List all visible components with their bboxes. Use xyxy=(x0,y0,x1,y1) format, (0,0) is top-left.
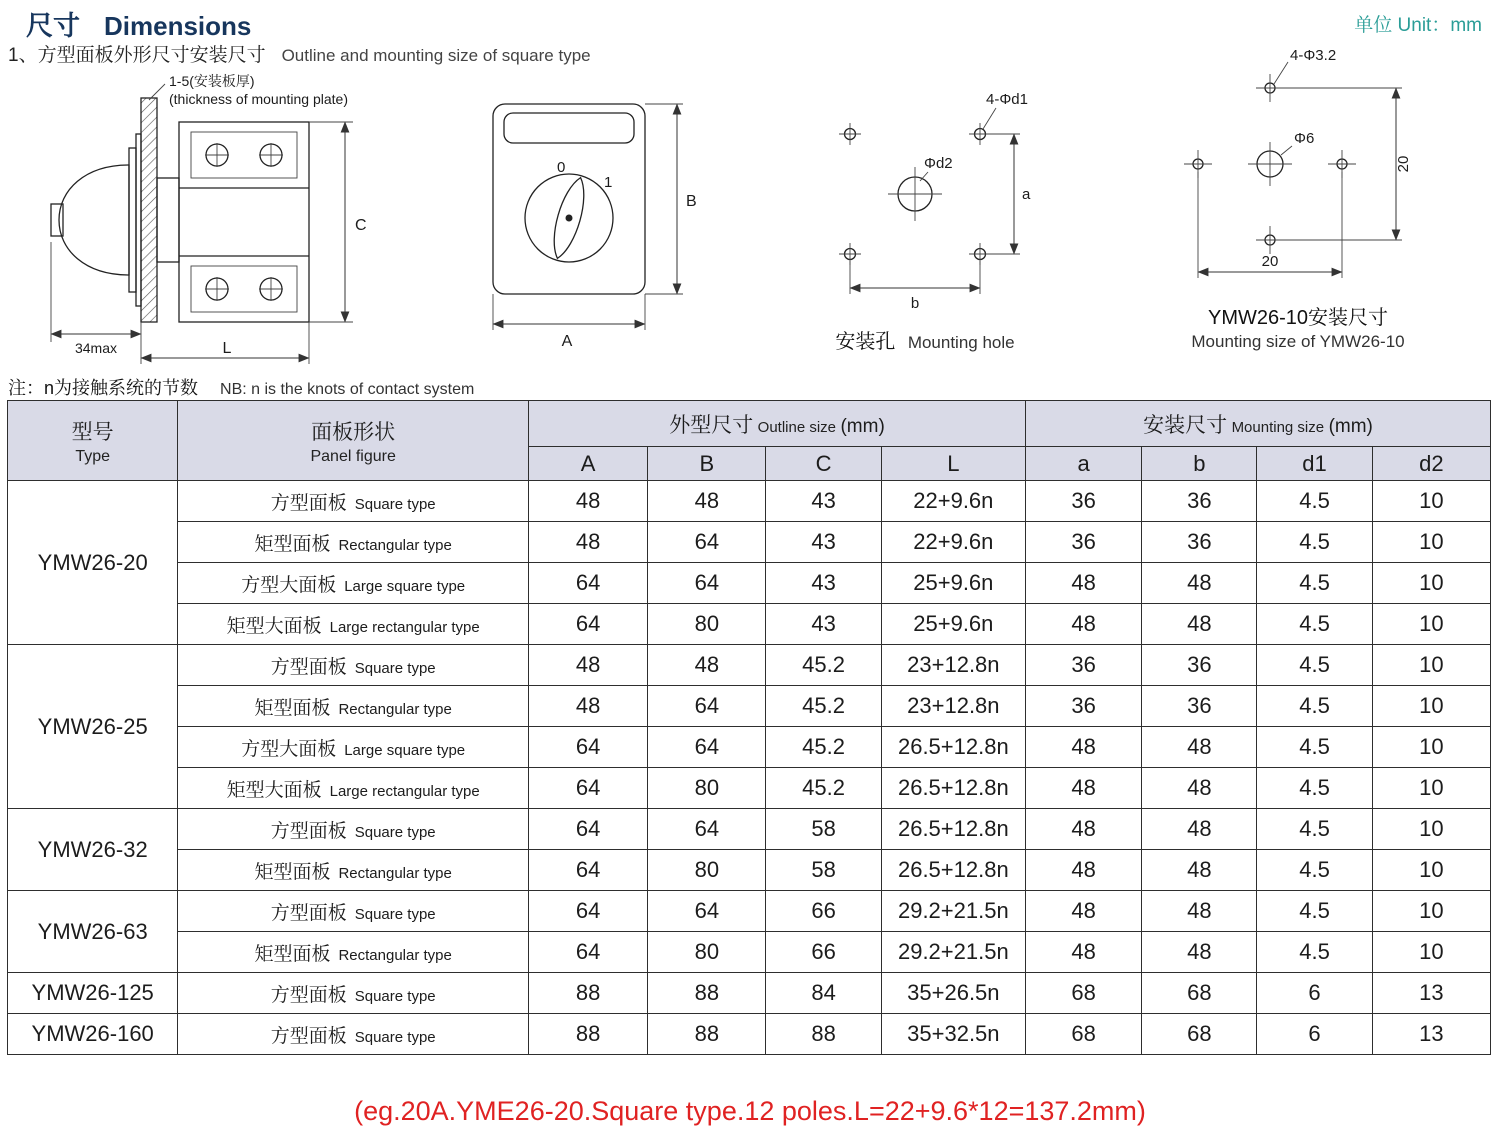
panel-figure-cell: 矩型面板 Rectangular type xyxy=(178,932,529,973)
type-cell: YMW26-20 xyxy=(8,481,178,645)
ymw26-10-caption xyxy=(1158,301,1438,352)
cell-B: 64 xyxy=(648,686,766,727)
unit-label: 单位 Unit：mm xyxy=(1354,15,1482,36)
cell-b: 36 xyxy=(1142,645,1257,686)
cell-d1: 4.5 xyxy=(1257,481,1372,522)
ymw26-10-caption-cn: YMW26-10安装尺寸 xyxy=(1207,307,1389,329)
dim-d2: Φd2 xyxy=(924,155,953,172)
cell-L: 22+9.6n xyxy=(881,481,1025,522)
cell-b: 48 xyxy=(1142,768,1257,809)
mounting-hole-dimensions xyxy=(850,91,1031,312)
cell-B: 80 xyxy=(648,850,766,891)
cell-a: 48 xyxy=(1026,932,1142,973)
cell-L: 26.5+12.8n xyxy=(881,727,1025,768)
cell-d2: 10 xyxy=(1372,686,1490,727)
cell-a: 36 xyxy=(1026,522,1142,563)
cell-b: 36 xyxy=(1142,481,1257,522)
header-mounting-size xyxy=(1026,401,1491,447)
cell-a: 36 xyxy=(1026,686,1142,727)
panel-figure-cell: 方型面板 Square type xyxy=(178,973,529,1014)
type-cell: YMW26-160 xyxy=(8,1014,178,1055)
table-row xyxy=(8,645,1491,686)
position-0-label: 0 xyxy=(557,159,566,176)
cell-B: 88 xyxy=(648,973,766,1014)
note xyxy=(8,374,474,400)
cell-B: 48 xyxy=(648,481,766,522)
mounting-hole-caption-cn: 安装孔 xyxy=(835,331,896,353)
front-view-dimensions xyxy=(493,104,697,350)
cell-C: 58 xyxy=(766,809,881,850)
cell-L: 26.5+12.8n xyxy=(881,809,1025,850)
type-cell: YMW26-25 xyxy=(8,645,178,809)
cell-L: 26.5+12.8n xyxy=(881,850,1025,891)
cell-b: 36 xyxy=(1142,686,1257,727)
ymw26-10-holes xyxy=(1184,74,1356,254)
cell-C: 45.2 xyxy=(766,645,881,686)
cell-B: 64 xyxy=(648,522,766,563)
ymw26-10-caption-en: Mounting size of YMW26-10 xyxy=(1191,332,1405,351)
cell-L: 29.2+21.5n xyxy=(881,891,1025,932)
dim-L: L xyxy=(222,340,232,357)
cell-b: 48 xyxy=(1142,891,1257,932)
front-view-drawing xyxy=(485,96,715,356)
cell-d1: 4.5 xyxy=(1257,563,1372,604)
ymw26-10-figure xyxy=(1158,44,1438,352)
cell-d2: 10 xyxy=(1372,481,1490,522)
cell-L: 25+9.6n xyxy=(881,563,1025,604)
cell-C: 43 xyxy=(766,563,881,604)
cell-B: 88 xyxy=(648,1014,766,1055)
header-col-B: B xyxy=(648,447,766,481)
cell-d2: 10 xyxy=(1372,563,1490,604)
dim-C: C xyxy=(355,217,367,234)
header-mounting-unit: (mm) xyxy=(1328,415,1373,437)
header-type-cn: 型号 xyxy=(71,420,114,444)
note-cn: 注：n为接触系统的节数 xyxy=(8,378,199,398)
cell-B: 64 xyxy=(648,563,766,604)
table-row xyxy=(8,932,1491,973)
table-row xyxy=(8,891,1491,932)
ymw26-10-dimensions xyxy=(1198,47,1412,278)
panel-figure-cell: 方型面板 Square type xyxy=(178,645,529,686)
type-cell: YMW26-32 xyxy=(8,809,178,891)
cell-a: 48 xyxy=(1026,768,1142,809)
cell-B: 80 xyxy=(648,932,766,973)
header-col-d1: d1 xyxy=(1257,447,1372,481)
cell-a: 48 xyxy=(1026,604,1142,645)
dim-B: B xyxy=(686,193,697,210)
cell-d1: 6 xyxy=(1257,973,1372,1014)
cell-B: 64 xyxy=(648,727,766,768)
cell-A: 48 xyxy=(529,645,648,686)
panel-figure-cell: 方型面板 Square type xyxy=(178,809,529,850)
cell-A: 48 xyxy=(529,481,648,522)
panel-figure-cell: 方型面板 Square type xyxy=(178,1014,529,1055)
dim-34max: 34max xyxy=(74,340,118,356)
cell-a: 68 xyxy=(1026,973,1142,1014)
header-mounting-en: Mounting size xyxy=(1231,418,1325,436)
mounting-holes xyxy=(839,123,991,265)
page-title xyxy=(26,4,251,43)
cell-d1: 4.5 xyxy=(1257,686,1372,727)
cell-A: 88 xyxy=(529,1014,648,1055)
cell-d1: 4.5 xyxy=(1257,850,1372,891)
cell-d1: 4.5 xyxy=(1257,891,1372,932)
panel-figure-cell: 矩型面板 Rectangular type xyxy=(178,686,529,727)
cell-b: 48 xyxy=(1142,563,1257,604)
cell-d2: 10 xyxy=(1372,727,1490,768)
cell-C: 45.2 xyxy=(766,727,881,768)
cell-b: 48 xyxy=(1142,932,1257,973)
cell-b: 68 xyxy=(1142,1014,1257,1055)
panel-figure-cell: 矩型大面板 Large rectangular type xyxy=(178,604,529,645)
mounting-hole-drawing xyxy=(800,86,1050,314)
cell-A: 48 xyxy=(529,686,648,727)
cell-d2: 10 xyxy=(1372,891,1490,932)
cell-C: 43 xyxy=(766,604,881,645)
cell-A: 88 xyxy=(529,973,648,1014)
header-outline-en: Outline size xyxy=(757,418,837,436)
header-outline-unit: (mm) xyxy=(840,415,885,437)
panel-figure-cell: 矩型面板 Rectangular type xyxy=(178,850,529,891)
cell-d2: 10 xyxy=(1372,809,1490,850)
cell-C: 66 xyxy=(766,932,881,973)
header-mounting-cn: 安装尺寸 xyxy=(1143,413,1228,437)
dim-A: A xyxy=(561,333,573,350)
cell-C: 45.2 xyxy=(766,768,881,809)
cell-L: 25+9.6n xyxy=(881,604,1025,645)
dim-b: b xyxy=(910,295,920,312)
page-title-en: Dimensions xyxy=(104,11,252,41)
cell-d2: 10 xyxy=(1372,850,1490,891)
cell-b: 48 xyxy=(1142,809,1257,850)
header-col-d2: d2 xyxy=(1372,447,1490,481)
cell-d2: 13 xyxy=(1372,1014,1490,1055)
dim-4-phi-3-2: 4-Φ3.2 xyxy=(1290,47,1337,64)
cell-L: 23+12.8n xyxy=(881,645,1025,686)
cell-B: 64 xyxy=(648,891,766,932)
cell-A: 64 xyxy=(529,604,648,645)
cell-d1: 4.5 xyxy=(1257,727,1372,768)
side-view-dimensions xyxy=(51,73,367,364)
cell-B: 64 xyxy=(648,809,766,850)
cell-b: 48 xyxy=(1142,850,1257,891)
header-panel-cn: 面板形状 xyxy=(311,420,396,444)
cell-a: 36 xyxy=(1026,645,1142,686)
cell-A: 64 xyxy=(529,768,648,809)
cell-d2: 10 xyxy=(1372,604,1490,645)
cell-d2: 10 xyxy=(1372,645,1490,686)
cell-A: 64 xyxy=(529,891,648,932)
cell-d1: 4.5 xyxy=(1257,522,1372,563)
header-panel-figure xyxy=(178,401,529,481)
mounting-hole-figure xyxy=(800,86,1050,354)
table-row xyxy=(8,727,1491,768)
cell-b: 48 xyxy=(1142,727,1257,768)
position-1-label: 1 xyxy=(604,174,613,191)
cell-A: 64 xyxy=(529,809,648,850)
header-col-L: L xyxy=(881,447,1025,481)
dim-20-horizontal: 20 xyxy=(1261,253,1279,270)
header-col-C: C xyxy=(766,447,881,481)
cell-d2: 10 xyxy=(1372,932,1490,973)
cell-d1: 4.5 xyxy=(1257,809,1372,850)
cell-B: 48 xyxy=(648,645,766,686)
cell-L: 23+12.8n xyxy=(881,686,1025,727)
cell-C: 66 xyxy=(766,891,881,932)
side-view-drawing xyxy=(45,70,435,370)
cell-a: 48 xyxy=(1026,727,1142,768)
cell-a: 48 xyxy=(1026,850,1142,891)
page-title-cn: 尺寸 xyxy=(26,11,80,41)
cell-A: 64 xyxy=(529,563,648,604)
section-subtitle xyxy=(8,40,591,67)
cell-A: 48 xyxy=(529,522,648,563)
cell-C: 84 xyxy=(766,973,881,1014)
cell-d1: 4.5 xyxy=(1257,604,1372,645)
cell-C: 88 xyxy=(766,1014,881,1055)
table-row xyxy=(8,563,1491,604)
cell-d2: 10 xyxy=(1372,522,1490,563)
cell-A: 64 xyxy=(529,727,648,768)
header-panel-en: Panel figure xyxy=(310,447,396,465)
header-type-en: Type xyxy=(75,447,110,465)
dim-20-vertical: 20 xyxy=(1395,155,1412,173)
table-row xyxy=(8,1014,1491,1055)
cell-d1: 6 xyxy=(1257,1014,1372,1055)
cell-L: 22+9.6n xyxy=(881,522,1025,563)
note-en: NB: n is the knots of contact system xyxy=(220,381,475,398)
cell-a: 48 xyxy=(1026,563,1142,604)
dim-thickness-cn: 1-5(安装板厚) xyxy=(169,73,255,89)
table-row xyxy=(8,768,1491,809)
cell-a: 48 xyxy=(1026,891,1142,932)
subtitle-en: Outline and mounting size of square type xyxy=(281,46,591,65)
panel-figure-cell: 方型大面板 Large square type xyxy=(178,563,529,604)
cell-d2: 10 xyxy=(1372,768,1490,809)
cell-A: 64 xyxy=(529,932,648,973)
panel-figure-cell: 方型面板 Square type xyxy=(178,481,529,522)
cell-A: 64 xyxy=(529,850,648,891)
cell-a: 68 xyxy=(1026,1014,1142,1055)
subtitle-cn: 1、方型面板外形尺寸安装尺寸 xyxy=(8,45,266,66)
header-col-a: a xyxy=(1026,447,1142,481)
cell-L: 29.2+21.5n xyxy=(881,932,1025,973)
panel-figure-cell: 矩型面板 Rectangular type xyxy=(178,522,529,563)
cell-B: 80 xyxy=(648,768,766,809)
cell-d1: 4.5 xyxy=(1257,768,1372,809)
table-row xyxy=(8,686,1491,727)
mounting-hole-caption xyxy=(800,325,1050,354)
cell-b: 36 xyxy=(1142,522,1257,563)
cell-B: 80 xyxy=(648,604,766,645)
ymw26-10-drawing xyxy=(1158,44,1438,290)
table-row xyxy=(8,604,1491,645)
panel-front-face xyxy=(493,104,645,294)
cell-C: 43 xyxy=(766,522,881,563)
cell-C: 58 xyxy=(766,850,881,891)
header-row-groups xyxy=(8,401,1491,447)
header-outline-size xyxy=(529,401,1026,447)
table-row xyxy=(8,522,1491,563)
type-cell: YMW26-125 xyxy=(8,973,178,1014)
cell-C: 43 xyxy=(766,481,881,522)
panel-figure-cell: 方型大面板 Large square type xyxy=(178,727,529,768)
header-outline-cn: 外型尺寸 xyxy=(669,413,754,437)
header-col-b: b xyxy=(1142,447,1257,481)
type-cell: YMW26-63 xyxy=(8,891,178,973)
cell-a: 36 xyxy=(1026,481,1142,522)
example-note: (eg.20A.YME26-20.Square type.12 poles.L=22+9.6*12=137.2mm) xyxy=(354,1096,1146,1126)
dim-4-d1: 4-Φd1 xyxy=(986,91,1028,108)
cell-b: 68 xyxy=(1142,973,1257,1014)
cell-a: 48 xyxy=(1026,809,1142,850)
table-row xyxy=(8,850,1491,891)
cell-b: 48 xyxy=(1142,604,1257,645)
header-type xyxy=(8,401,178,481)
panel-figure-cell: 矩型大面板 Large rectangular type xyxy=(178,768,529,809)
header-col-A: A xyxy=(529,447,648,481)
cell-d2: 13 xyxy=(1372,973,1490,1014)
cell-L: 35+32.5n xyxy=(881,1014,1025,1055)
table-row xyxy=(8,973,1491,1014)
cell-d1: 4.5 xyxy=(1257,932,1372,973)
dim-a: a xyxy=(1022,186,1031,203)
dimensions-table xyxy=(7,400,1491,1055)
dim-phi-6: Φ6 xyxy=(1294,130,1315,147)
table-row xyxy=(8,481,1491,522)
dim-thickness-en: (thickness of mounting plate) xyxy=(169,91,348,107)
cell-L: 35+26.5n xyxy=(881,973,1025,1014)
cell-d1: 4.5 xyxy=(1257,645,1372,686)
cell-L: 26.5+12.8n xyxy=(881,768,1025,809)
mounting-hole-caption-en: Mounting hole xyxy=(907,333,1015,352)
panel-figure-cell: 方型面板 Square type xyxy=(178,891,529,932)
table-row xyxy=(8,809,1491,850)
switch-side-profile xyxy=(51,98,309,322)
cell-C: 45.2 xyxy=(766,686,881,727)
